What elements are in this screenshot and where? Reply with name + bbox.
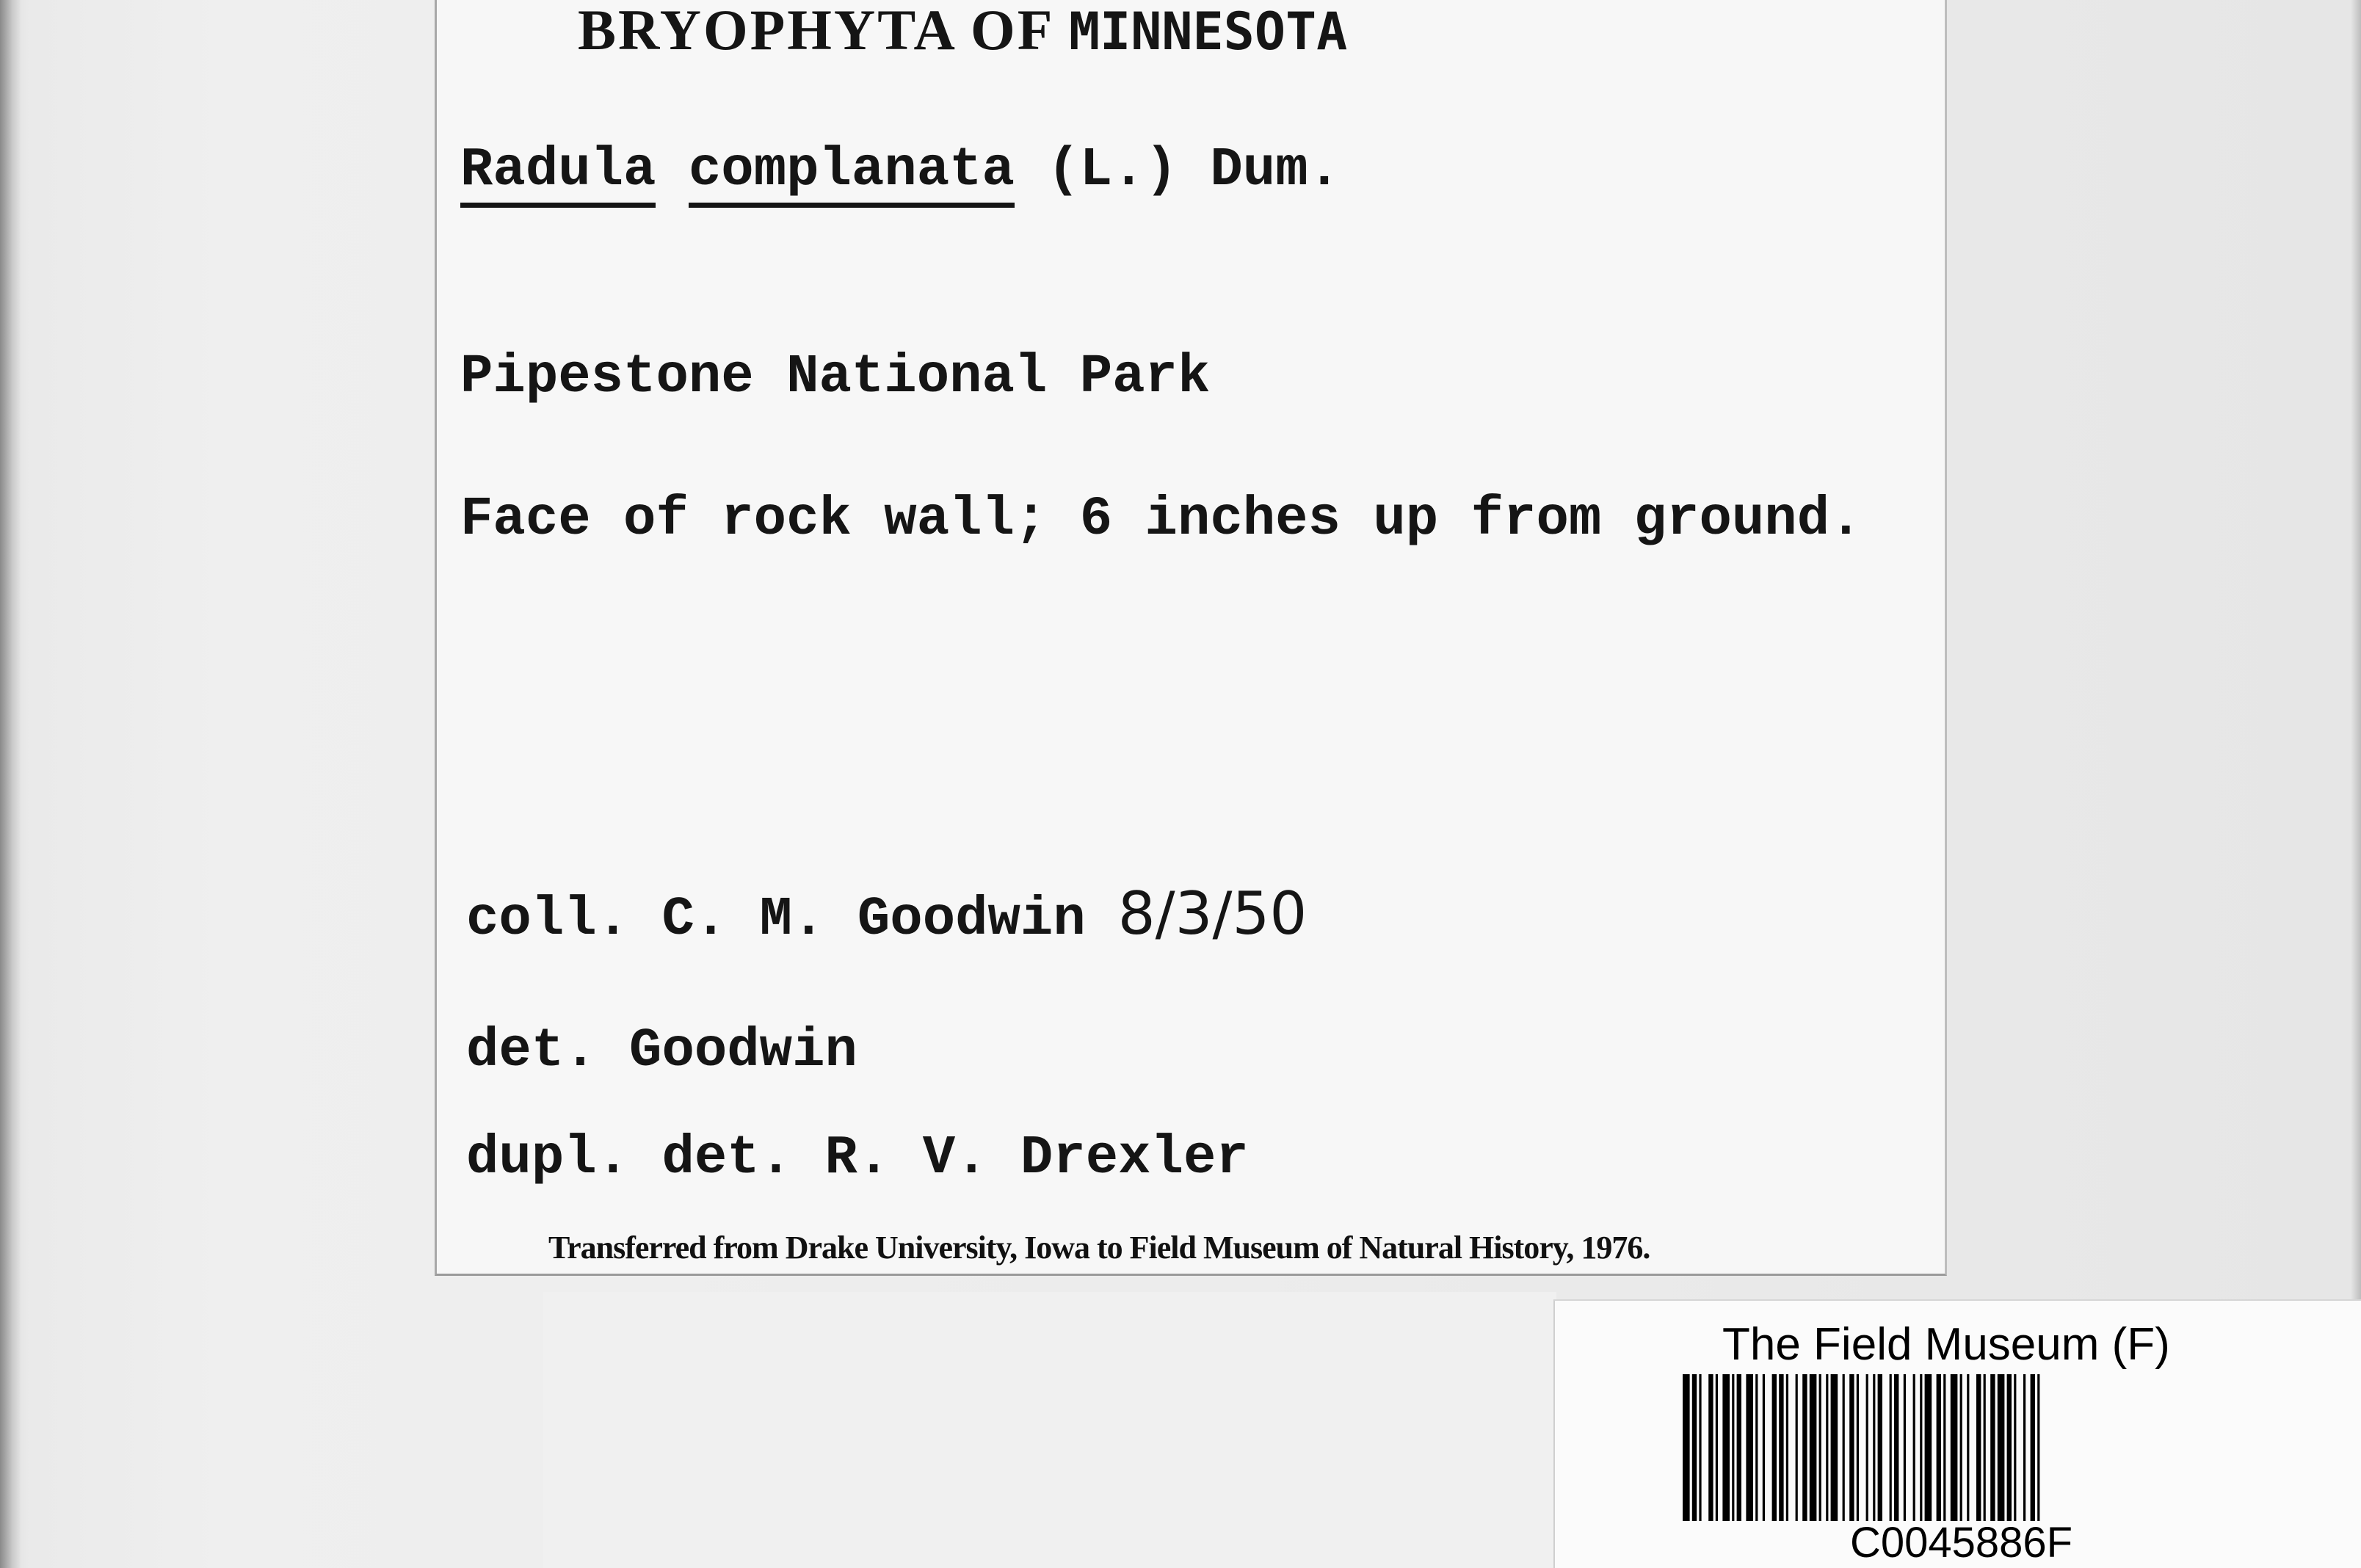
species-epithet: complanata — [689, 139, 1015, 208]
barcode-bar — [1692, 1374, 1697, 1521]
barcode-bar — [1755, 1374, 1758, 1521]
barcode-bar — [1732, 1374, 1734, 1521]
barcode-bar — [1960, 1374, 1962, 1521]
taxon-authority: (L.) Dum. — [1014, 139, 1341, 201]
barcode-bar — [1873, 1374, 1875, 1521]
barcode-bar — [1857, 1374, 1859, 1521]
barcode-bar — [1831, 1374, 1838, 1521]
barcode-bar — [2031, 1374, 2035, 1521]
locality-text: Pipestone National Park — [460, 346, 1211, 408]
duplicate-determiner-text: dupl. det. R. V. Drexler — [466, 1128, 1249, 1189]
barcode-bar — [1810, 1374, 1817, 1521]
barcode-bar — [1943, 1374, 1945, 1521]
barcode-bar — [2023, 1374, 2025, 1521]
barcode-bar — [1772, 1374, 1777, 1521]
barcode-bar — [1802, 1374, 1807, 1521]
barcode-bar — [1967, 1374, 1969, 1521]
barcode-bar — [1866, 1374, 1868, 1521]
collection-date: 8/3/50 — [1117, 879, 1308, 948]
barcode-bar — [1737, 1374, 1741, 1521]
barcode-bar — [1904, 1374, 1906, 1521]
barcode-bar — [1913, 1374, 1915, 1521]
barcode-bar — [1920, 1374, 1922, 1521]
barcode-bar — [1894, 1374, 1898, 1521]
barcode-bar — [1849, 1374, 1854, 1521]
sheet-left-edge — [0, 0, 21, 1568]
collector-text: coll. C. M. Goodwin — [466, 889, 1086, 951]
barcode-bar — [1925, 1374, 1932, 1521]
barcode-bar — [1722, 1374, 1730, 1521]
barcode-bar — [1786, 1374, 1788, 1521]
lower-paper-strip — [543, 1292, 1556, 1568]
catalog-number: C0045886F — [1850, 1519, 2073, 1567]
barcode-bar — [2014, 1374, 2016, 1521]
barcode-bar — [1708, 1374, 1713, 1521]
barcode-bar — [1937, 1374, 1941, 1521]
barcode-bar — [1890, 1374, 1892, 1521]
barcode-bar — [2007, 1374, 2012, 1521]
label-title — [578, 0, 1347, 63]
barcode-bar — [1746, 1374, 1753, 1521]
barcode-bar — [1843, 1374, 1845, 1521]
taxon-name — [460, 139, 1341, 201]
determiner-text: det. Goodwin — [466, 1020, 857, 1082]
barcode-bar — [1984, 1374, 1986, 1521]
barcode-bar — [1990, 1374, 1995, 1521]
barcode-bar — [1763, 1374, 1765, 1521]
label-title-state: MINNESOTA — [1068, 1, 1348, 62]
barcode-bar — [1683, 1374, 1690, 1521]
barcode-bar — [1796, 1374, 1798, 1521]
label-title-main: BRYOPHYTA OF — [578, 0, 1069, 62]
genus-name: Radula — [460, 139, 656, 208]
barcode-bar — [1716, 1374, 1718, 1521]
barcode-bar — [2037, 1374, 2039, 1521]
barcode-graphic — [1683, 1374, 2241, 1521]
barcode-bar — [1951, 1374, 1958, 1521]
specimen-label — [435, 0, 1947, 1276]
barcode-bar — [1976, 1374, 1981, 1521]
barcode-bar — [1878, 1374, 1882, 1521]
barcode-bar — [1699, 1374, 1701, 1521]
institution-name: The Field Museum (F) — [1722, 1319, 2170, 1370]
transfer-note: Transferred from Drake University, Iowa to Field Museum of Natural History, 1976. — [548, 1230, 1650, 1266]
barcode-bar — [1826, 1374, 1828, 1521]
barcode-label — [1553, 1299, 2361, 1568]
habitat-text: Face of rock wall; 6 inches up from ground. — [460, 489, 1863, 551]
barcode-bar — [1819, 1374, 1821, 1521]
barcode-bar — [1998, 1374, 2005, 1521]
barcode-bar — [1779, 1374, 1783, 1521]
collector-line — [466, 879, 1307, 951]
